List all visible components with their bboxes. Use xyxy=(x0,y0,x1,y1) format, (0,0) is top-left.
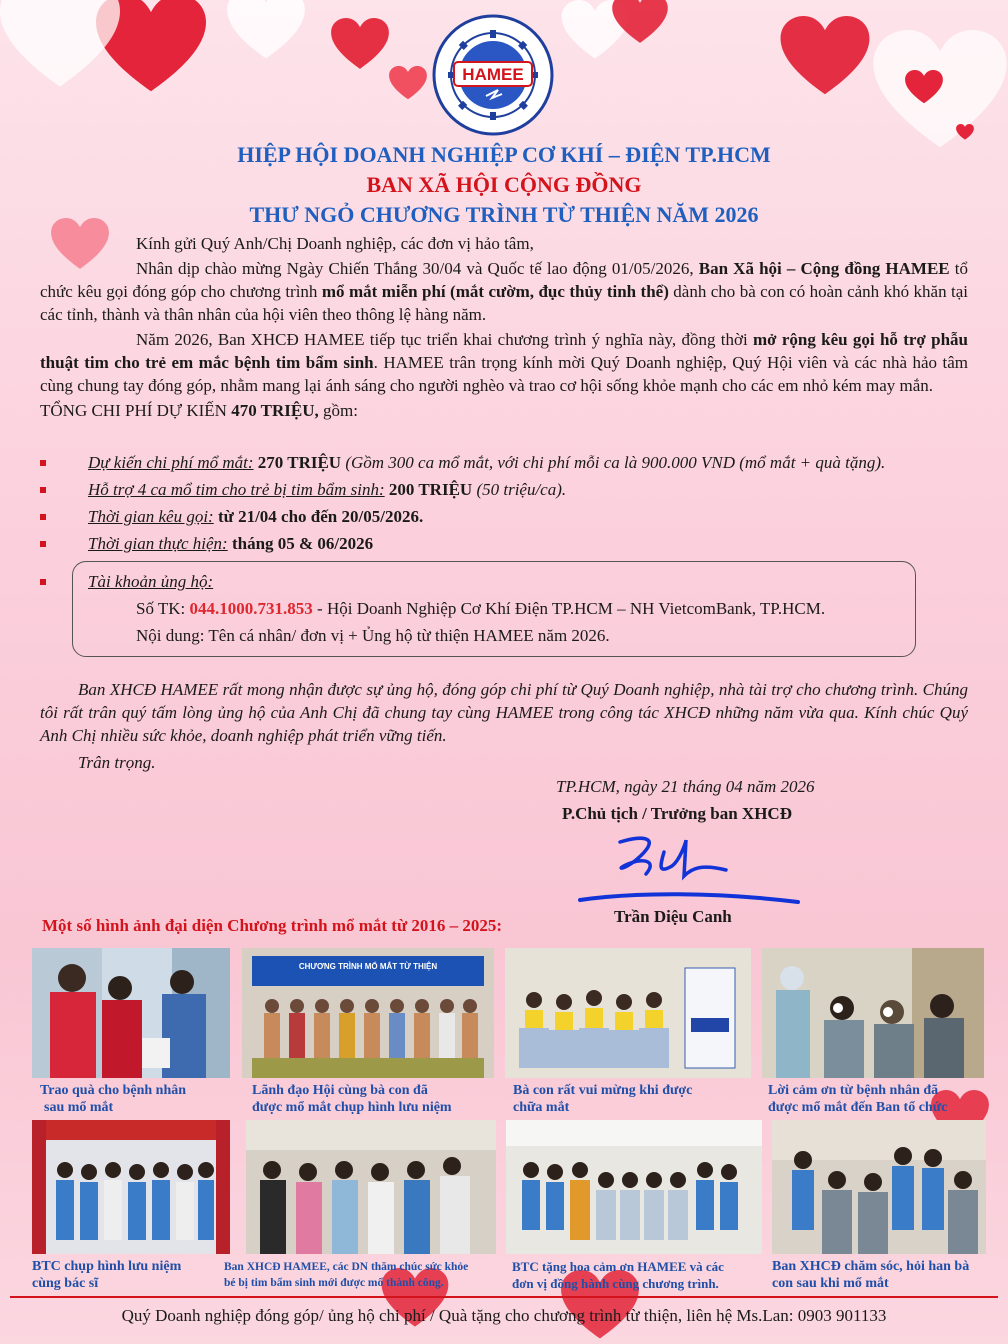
signer-name: Trần Diệu Canh xyxy=(614,907,732,926)
photo-caption: BTC tặng hoa cảm ơn HAMEE và các đơn vị đồng hành cùng chương trình. xyxy=(512,1259,724,1291)
photo-thank-you xyxy=(762,948,984,1078)
bullet-icon xyxy=(40,579,46,585)
account-number: 044.1000.731.853 xyxy=(189,599,313,618)
photo-gift-patients xyxy=(32,948,230,1078)
bullet-icon xyxy=(40,487,46,493)
place-date: TP.HCM, ngày 21 tháng 04 năm 2026 xyxy=(556,777,815,796)
footer-divider xyxy=(10,1296,998,1298)
photo-heart-visit xyxy=(246,1120,496,1254)
photo-caption: Ban XHCĐ chăm sóc, hỏi han bà con sau khi mổ mắt xyxy=(772,1259,970,1291)
photo-banner: CHƯƠNG TRÌNH MỔ MẮT TỪ THIỆN xyxy=(298,962,438,971)
hamee-logo xyxy=(432,14,554,136)
logo-text: HAMEE xyxy=(462,65,524,84)
gallery-title: Một số hình ảnh đại diện Chương trình mổ mắt từ 2016 – 2025: xyxy=(42,916,503,935)
photo-happy-patients xyxy=(505,948,751,1078)
heart-icon xyxy=(956,124,974,140)
photo-flowers-thanks xyxy=(506,1120,762,1254)
heart-icon xyxy=(0,0,120,90)
association-title: HIỆP HỘI DOANH NGHIỆP CƠ KHÍ – ĐIỆN TP.HCM xyxy=(237,142,771,167)
heart-icon xyxy=(904,70,944,104)
committee-title: BAN XÃ HỘI CỘNG ĐỒNG xyxy=(366,172,642,197)
regards: Trân trọng. xyxy=(78,753,156,772)
signature-icon xyxy=(576,830,806,910)
heart-icon xyxy=(780,16,870,96)
total-cost: TỔNG CHI PHÍ DỰ KIẾN 470 TRIỆU, gồm: xyxy=(40,401,358,420)
photo-caption: Lãnh đạo Hội cùng bà con đã được mổ mắt chụp hình lưu niệm xyxy=(252,1083,452,1115)
heart-icon xyxy=(330,18,390,70)
heart-icon xyxy=(388,66,428,100)
signer-position: P.Chủ tịch / Trưởng ban XHCĐ xyxy=(562,804,792,823)
paragraph-2: Năm 2026, Ban XHCĐ HAMEE tiếp tục triển khai chương trình ý nghĩa này, đồng thời mở rộng kêu gọi hỗ trợ phẫu thuật tim cho trẻ em mắc bệnh tim bẩm sinh. HAMEE trân trọng kính mời Quý Doanh nghiệp, Quý Hội viên và các nhà hảo tâm cùng chung tay đóng góp, nhằm mang lại ánh sáng cho người nghèo và trao cơ hội sống khỏe mạnh cho các em nhỏ kém may mắn. xyxy=(40,330,968,395)
letter-title: THƯ NGỎ CHƯƠNG TRÌNH TỪ THIỆN NĂM 2026 xyxy=(249,202,759,227)
letter-header xyxy=(0,140,1008,230)
photo-caption: BTC chụp hình lưu niệm cùng bác sĩ xyxy=(32,1259,182,1291)
heart-icon xyxy=(226,0,306,60)
footer-contact: Quý Doanh nghiệp đóng góp/ ủng hộ chi phí / Quà tặng cho chương trình từ thiện, liên hệ Ms.Lan: 0903 901133 xyxy=(121,1306,887,1325)
heart-icon xyxy=(610,0,670,44)
bullet-icon xyxy=(40,541,46,547)
closing-paragraph: Ban XHCĐ HAMEE rất mong nhận được sự ủng hộ, đóng góp chi phí từ Quý Doanh nghiệp, nhà tài trợ cho chương trình. Chúng tôi rất trân quý tấm lòng ủng hộ của Anh Chị đã chung tay cùng HAMEE trong công tác XHCĐ những năm vừa qua. Kính chúc Quý Anh Chị nhiều sức khỏe, doanh nghiệp phát triển vững tiến. Trân trọng. xyxy=(40,680,968,772)
photo-caption: Ban XHCĐ HAMEE, các DN thăm chúc sức khỏe bé bị tim bẩm sinh mới được mổ thành công. xyxy=(224,1261,469,1289)
photo-caption: Bà con rất vui mừng khi được chữa mắt xyxy=(513,1083,693,1115)
greeting: Kính gửi Quý Anh/Chị Doanh nghiệp, các đơn vị hảo tâm, xyxy=(136,234,534,253)
bullet-icon xyxy=(40,460,46,466)
letter-body xyxy=(40,232,968,424)
photo-care-patients xyxy=(772,1120,986,1254)
paragraph-1: Nhân dịp chào mừng Ngày Chiến Thắng 30/04 và Quốc tế lao động 01/05/2026, Ban Xã hội – Cộng đồng HAMEE tổ chức kêu gọi đóng góp cho chương trình mổ mắt miễn phí (mắt cườm, đục thủy tinh thể) dành cho bà con có hoàn cảnh khó khăn tại các tỉnh, thành và thân nhân của hội viên theo thông lệ hàng năm. xyxy=(40,259,968,324)
photo-group-leaders xyxy=(242,948,494,1078)
photo-btc-doctors xyxy=(32,1120,230,1254)
photo-caption: Lời cảm ơn từ bệnh nhân đã được mổ mắt đến Ban tổ chức xyxy=(768,1083,948,1115)
photo-caption: Trao quà cho bệnh nhân sau mổ mắt xyxy=(40,1083,187,1115)
bullet-icon xyxy=(40,514,46,520)
